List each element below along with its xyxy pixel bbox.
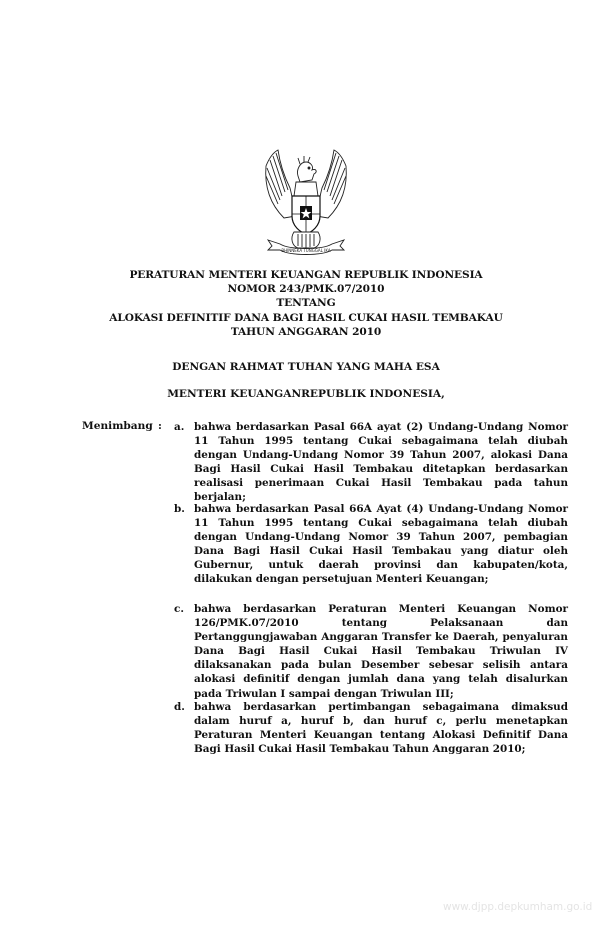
- issuer-text: MENTERI KEUANGANREPUBLIK INDONESIA,: [167, 388, 445, 400]
- regulation-title: [0, 268, 612, 339]
- invocation-text: DENGAN RAHMAT TUHAN YANG MAHA ESA: [172, 361, 440, 373]
- item-text: bahwa berdasarkan Peraturan Menteri Keuangan Nomor 126/PMK.07/2010 tentang Pelaksanaan dan Pertanggungjawaban Anggaran Transfer ke Daerah, penyaluran Dana Bagi Hasil Cukai Hasil Tembakau Triwulan IV dilaksanakan pada bulan Desember sebesar selisih antara alokasi definitif dengan jumlah dana yang telah disalurkan pada Triwulan I sampai dengan Triwulan III;: [194, 603, 568, 700]
- consideration-item-d: [174, 700, 568, 756]
- item-letter: c.: [174, 603, 184, 615]
- title-line-subject: ALOKASI DEFINITIF DANA BAGI HASIL CUKAI HASIL TEMBAKAU: [109, 311, 503, 324]
- item-text: bahwa berdasarkan Pasal 66A Ayat (4) Undang-Undang Nomor 11 Tahun 1995 tentang Cukai sebagaimana telah diubah dengan Undang-Undang Nomor 39 Tahun 2007, pembagian Dana Bagi Hasil Cukai Hasil Tembakau yang diatur oleh Gubernur, untuk daerah provinsi dan kabupaten/kota, dilakukan dengan persetujuan Menteri Keuangan;: [194, 503, 568, 586]
- item-letter: d.: [174, 701, 185, 713]
- menimbang-colon: :: [158, 420, 162, 432]
- garuda-emblem-icon: [254, 146, 358, 258]
- svg-text:BHINNEKA TUNGGAL IKA: BHINNEKA TUNGGAL IKA: [281, 248, 331, 253]
- watermark-url: www.djpp.depkumham.go.id: [443, 901, 593, 913]
- item-letter: a.: [174, 421, 185, 433]
- consideration-item-c: [174, 602, 568, 701]
- consideration-item-b: [174, 502, 568, 587]
- title-line-year: TAHUN ANGGARAN 2010: [230, 325, 382, 338]
- title-line-tentang: TENTANG: [276, 297, 336, 310]
- consideration-item-a: [174, 420, 568, 505]
- item-letter: b.: [174, 503, 185, 515]
- menimbang-label: Menimbang: [82, 420, 153, 432]
- item-text: bahwa berdasarkan pertimbangan sebagaimana dimaksud dalam huruf a, huruf b, dan huruf c, perlu menetapkan Peraturan Menteri Keuangan tentang Alokasi Definitif Dana Bagi Hasil Cukai Hasil Tembakau Tahun Anggaran 2010;: [194, 701, 568, 756]
- title-line-number: NOMOR 243/PMK.07/2010: [227, 283, 385, 296]
- title-line-1: PERATURAN MENTERI KEUANGAN REPUBLIK INDONESIA: [129, 269, 483, 281]
- item-text: bahwa berdasarkan Pasal 66A ayat (2) Undang-Undang Nomor 11 Tahun 1995 tentang Cukai sebagaimana telah diubah dengan Undang-Undang Nomor 39 Tahun 2007, alokasi Dana Bagi Hasil Cukai Hasil Tembakau ditetapkan berdasarkan realisasi penerimaan Cukai Hasil Tembakau pada tahun berjalan;: [194, 421, 568, 504]
